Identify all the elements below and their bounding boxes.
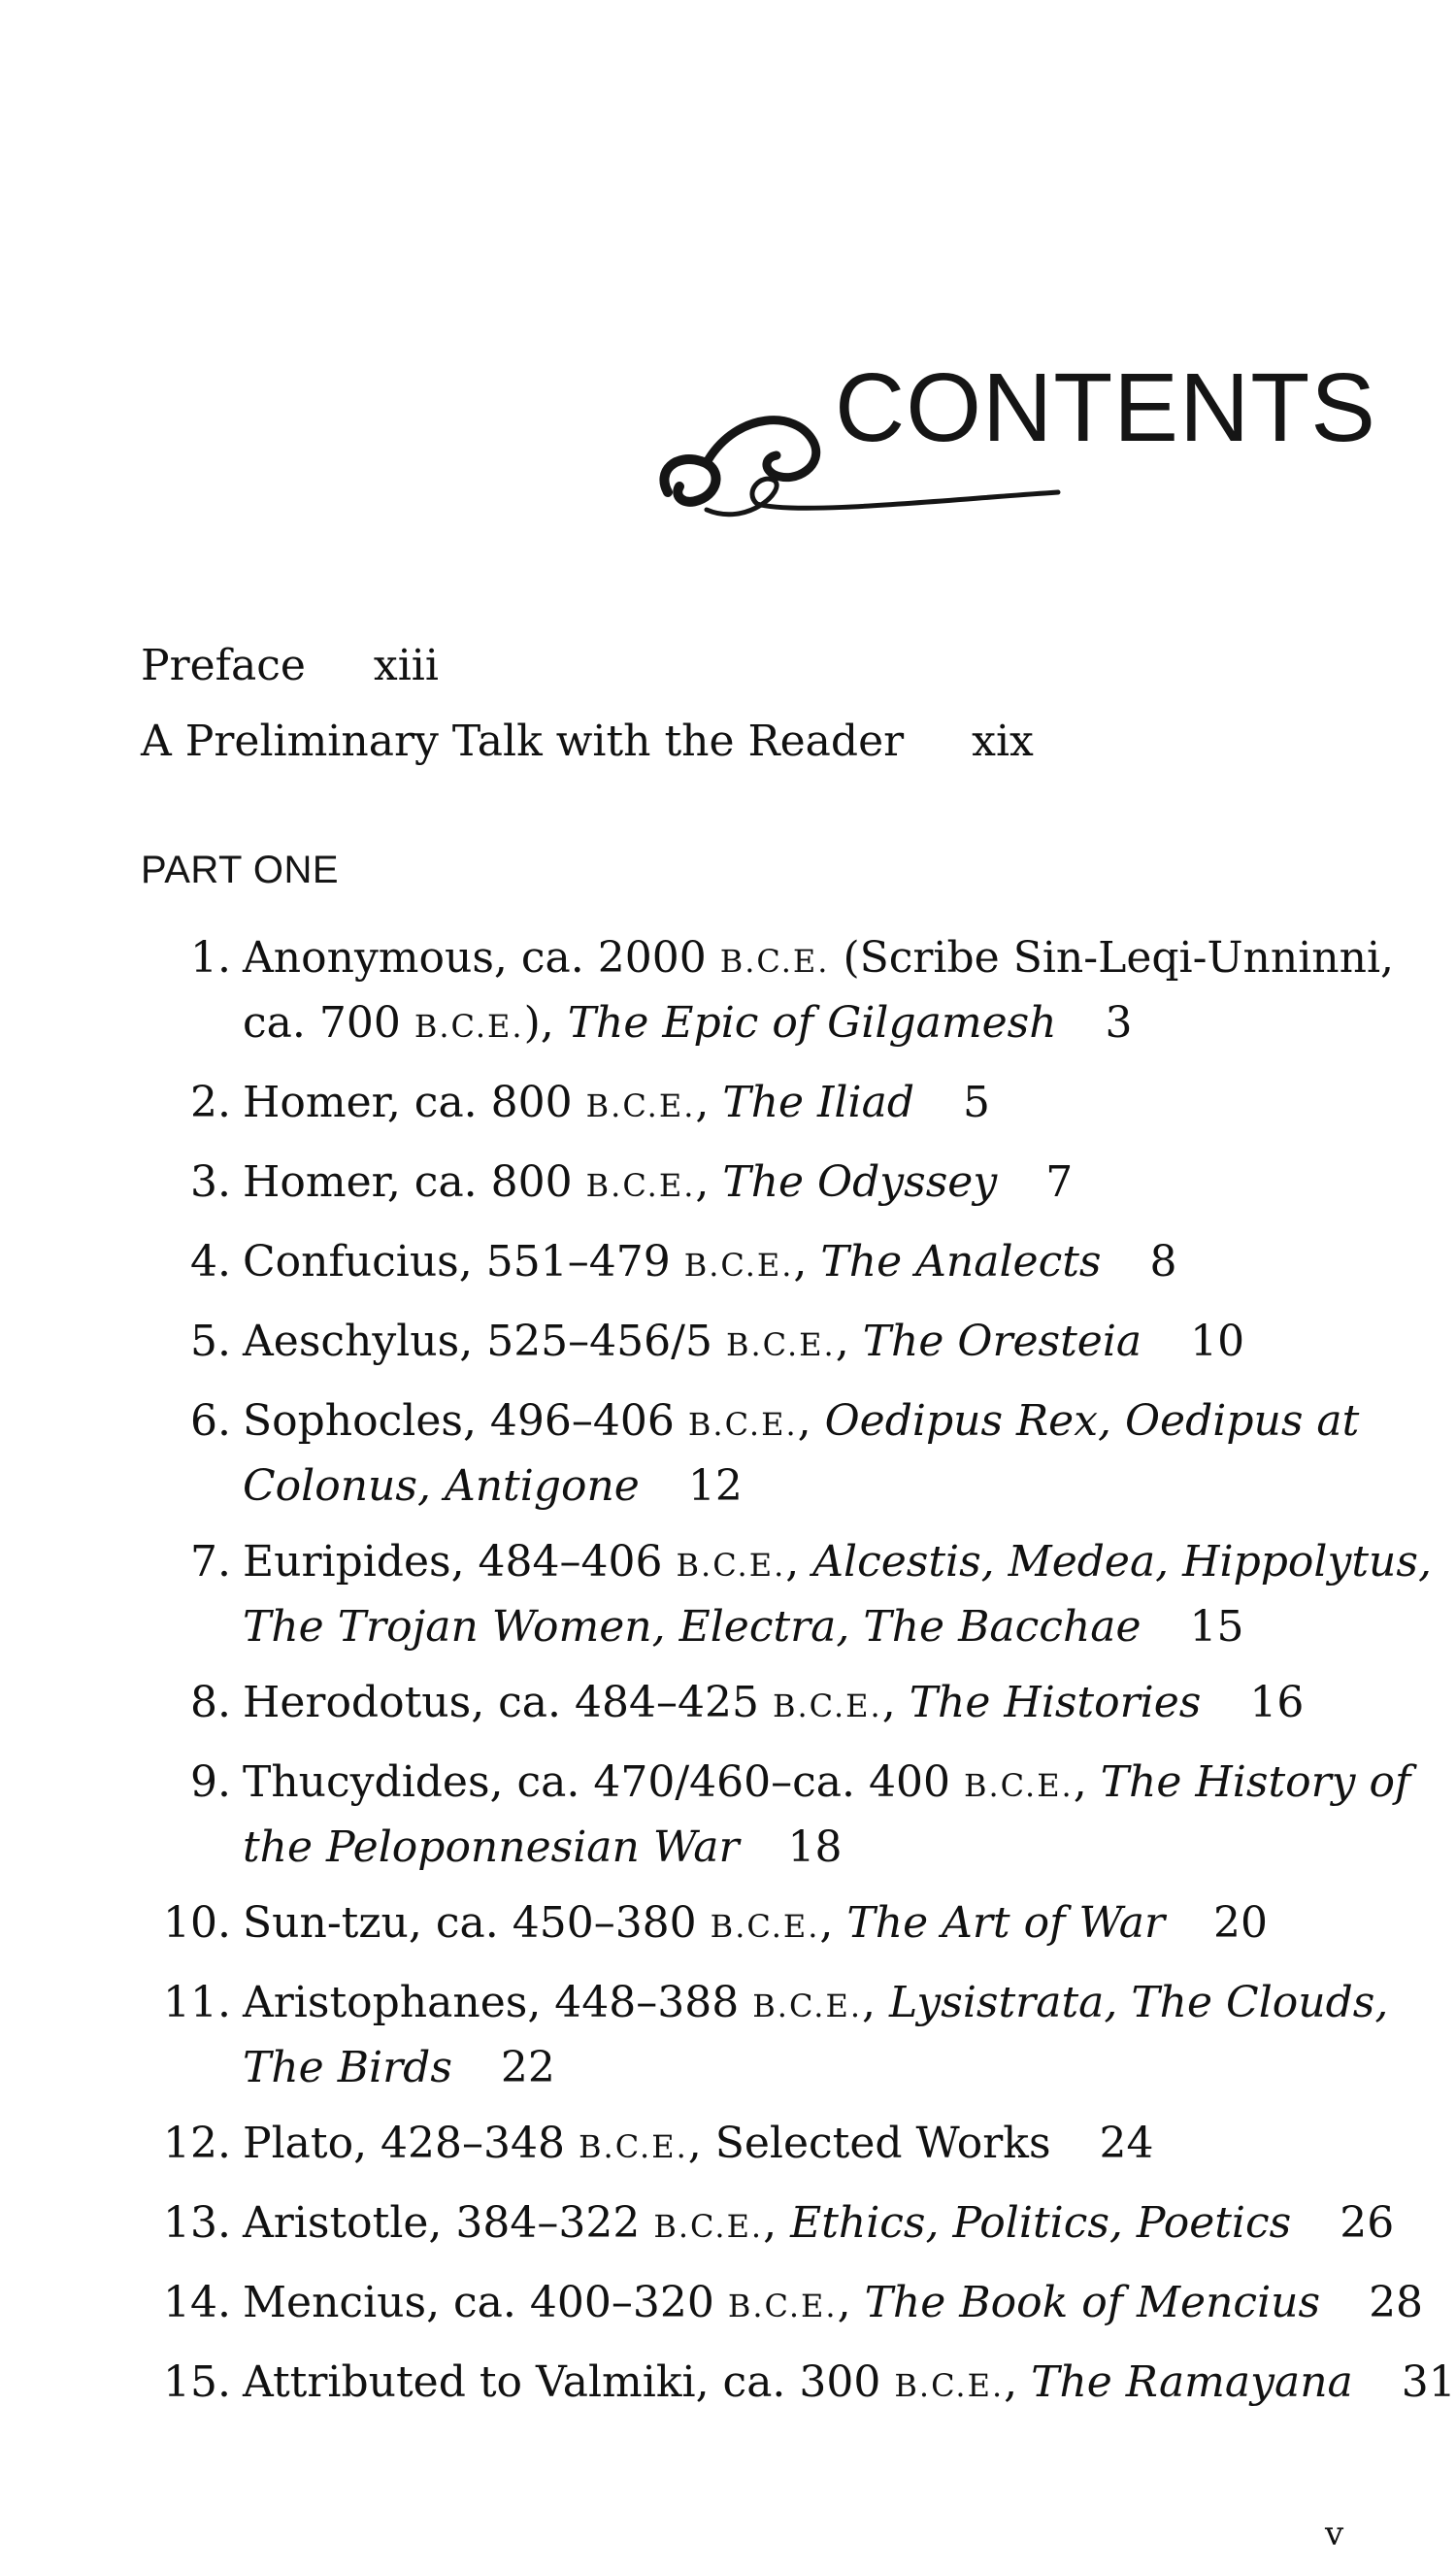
- entry-number: 15.: [163, 2357, 231, 2407]
- work-title: The History of: [1100, 1757, 1411, 1807]
- page-number: 8: [1149, 1237, 1177, 1286]
- page-number: 20: [1213, 1898, 1269, 1948]
- page-number: 3: [1105, 998, 1133, 1048]
- page-number: 15: [1189, 1602, 1244, 1652]
- front-matter-item[interactable]: [141, 712, 1034, 772]
- toc-entry[interactable]: [146, 1892, 1340, 1957]
- entry-number: 4.: [190, 1237, 231, 1286]
- work-title: The Ramayana: [1031, 2357, 1353, 2407]
- toc-entry[interactable]: [146, 1152, 1340, 1217]
- entry-line: [243, 1817, 1340, 1878]
- work-title: The Book of Mencius: [864, 2278, 1321, 2327]
- page-number: 10: [1190, 1317, 1245, 1366]
- toc-list: [146, 927, 1456, 2431]
- toc-entry[interactable]: [146, 1072, 1340, 1137]
- page-number: 18: [787, 1822, 843, 1872]
- page-number: xiii: [373, 641, 439, 690]
- work-title: Colonus, Antigone: [243, 1461, 640, 1511]
- part-heading: PART ONE: [141, 849, 340, 891]
- toc-entry[interactable]: [146, 2272, 1424, 2337]
- toc-entry[interactable]: [146, 2192, 1395, 2257]
- work-title: Oedipus Rex, Oedipus at: [824, 1396, 1360, 1446]
- entry-line: Sophocles, 496–406 B.C.E., Oedipus Rex, Oedipus at: [243, 1396, 1360, 1446]
- entry-line: Euripides, 484–406 B.C.E., Alcestis, Medea, Hippolytus,: [243, 1537, 1432, 1587]
- entry-number: 3.: [190, 1157, 231, 1207]
- toc-entry[interactable]: [146, 2352, 1456, 2417]
- toc-entry[interactable]: [146, 927, 1395, 1057]
- toc-entry[interactable]: [146, 1531, 1432, 1657]
- page-number: 5: [962, 1078, 990, 1127]
- entry-line: Homer, ca. 800 B.C.E., The Odyssey 7: [243, 1157, 1074, 1207]
- work-title: Alcestis, Medea, Hippolytus,: [812, 1537, 1432, 1587]
- front-matter-label: A Preliminary Talk with the Reader: [141, 717, 905, 766]
- work-title: The Epic of Gilgamesh: [567, 998, 1057, 1048]
- page-title: CONTENTS: [835, 353, 1376, 462]
- entry-line: [243, 2037, 1340, 2098]
- page-number: 28: [1369, 2278, 1424, 2327]
- toc-entry[interactable]: [146, 1752, 1411, 1878]
- work-title: Ethics, Politics, Poetics: [790, 2198, 1292, 2248]
- entry-number: 12.: [163, 2119, 231, 2168]
- front-matter-label: Preface: [141, 641, 306, 690]
- entry-number: 7.: [190, 1537, 231, 1587]
- entry-line: Sun-tzu, ca. 450–380 B.C.E., The Art of War 20: [243, 1898, 1269, 1948]
- entry-line: Anonymous, ca. 2000 B.C.E. (Scribe Sin-Leqi-Unninni,: [243, 933, 1395, 983]
- toc-entry[interactable]: [146, 1390, 1360, 1517]
- work-title: The Analects: [820, 1237, 1102, 1286]
- entry-line: Plato, 428–348 B.C.E., Selected Works 24: [243, 2119, 1154, 2168]
- toc-entry[interactable]: [146, 1672, 1340, 1737]
- entry-line: Attributed to Valmiki, ca. 300 B.C.E., The Ramayana 31: [243, 2357, 1456, 2407]
- page-number: 12: [687, 1461, 743, 1511]
- entry-line: Confucius, 551–479 B.C.E., The Analects 8: [243, 1237, 1177, 1286]
- work-title: The Trojan Women, Electra, The Bacchae: [243, 1602, 1142, 1652]
- work-title: The Histories: [909, 1678, 1202, 1727]
- page-number: 7: [1045, 1157, 1074, 1207]
- entry-line: [243, 1596, 1340, 1657]
- entry-number: 10.: [163, 1898, 231, 1948]
- entry-line: ca. 700 B.C.E.), The Epic of Gilgamesh 3: [243, 998, 1133, 1048]
- front-matter-item[interactable]: [141, 636, 439, 696]
- page-number: 16: [1249, 1678, 1305, 1727]
- toc-entry[interactable]: [146, 2113, 1340, 2178]
- entry-number: 6.: [190, 1396, 231, 1446]
- entry-line: Homer, ca. 800 B.C.E., The Iliad 5: [243, 1078, 990, 1127]
- entry-number: 13.: [163, 2198, 231, 2248]
- entry-number: 9.: [190, 1757, 231, 1807]
- entry-line: Thucydides, ca. 470/460–ca. 400 B.C.E., The History of: [243, 1757, 1411, 1807]
- page-number: xix: [972, 717, 1034, 766]
- work-title: The Art of War: [846, 1898, 1166, 1948]
- work-title: The Birds: [243, 2043, 452, 2092]
- entry-line: Aristotle, 384–322 B.C.E., Ethics, Politics, Poetics 26: [243, 2198, 1395, 2248]
- page-number: 24: [1099, 2119, 1154, 2168]
- page-number: 22: [500, 2043, 555, 2092]
- entry-number: 5.: [190, 1317, 231, 1366]
- entry-number: 2.: [190, 1078, 231, 1127]
- work-title: The Oresteia: [862, 1317, 1142, 1366]
- work-title: The Iliad: [722, 1078, 914, 1127]
- entry-line: Herodotus, ca. 484–425 B.C.E., The Histories 16: [243, 1678, 1305, 1727]
- work-title: The Odyssey: [722, 1157, 998, 1207]
- toc-entry[interactable]: [146, 1311, 1340, 1376]
- work-title: Lysistrata, The Clouds,: [888, 1978, 1389, 2027]
- toc-entry[interactable]: [146, 1231, 1340, 1296]
- entry-line: Aeschylus, 525–456/5 B.C.E., The Oresteia 10: [243, 1317, 1245, 1366]
- contents-header: [650, 350, 1376, 544]
- page-number: 26: [1340, 2198, 1395, 2248]
- entry-line: [243, 1455, 1340, 1517]
- entry-number: 11.: [163, 1978, 231, 2027]
- entry-number: 14.: [163, 2278, 231, 2327]
- entry-number: 8.: [190, 1678, 231, 1727]
- toc-entry[interactable]: [146, 1972, 1389, 2098]
- entry-line: Aristophanes, 448–388 B.C.E., Lysistrata, The Clouds,: [243, 1978, 1389, 2027]
- entry-number: 1.: [190, 933, 231, 983]
- page-number: 31: [1401, 2357, 1456, 2407]
- entry-line: Mencius, ca. 400–320 B.C.E., The Book of Mencius 28: [243, 2278, 1424, 2327]
- work-title: the Peloponnesian War: [243, 1822, 740, 1872]
- page-folio: v: [1325, 2515, 1344, 2554]
